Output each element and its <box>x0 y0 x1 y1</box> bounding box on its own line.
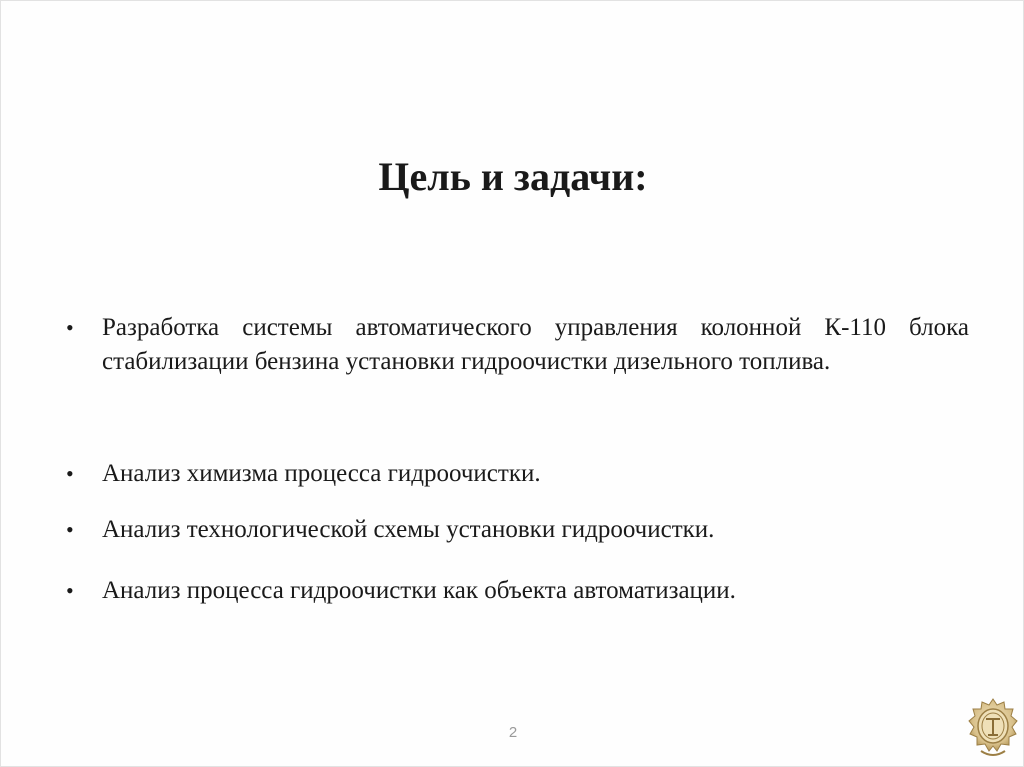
bullet-item <box>61 574 969 608</box>
page-number: 2 <box>508 724 518 741</box>
bullet-marker: • <box>66 315 74 340</box>
bullet-marker: • <box>66 517 74 542</box>
bullet-marker: • <box>66 461 74 486</box>
bullet-text: Разработка системы автоматического управления колонной К-110 блока стабилизации бензина установки гидроочистки дизельного топлива. <box>102 314 969 375</box>
slide-title: Цель и задачи: <box>378 154 648 199</box>
bullet-item <box>61 311 969 379</box>
bullet-marker: • <box>66 578 74 603</box>
bullet-text: Анализ технологической схемы установки гидроочистки. <box>102 516 715 543</box>
bullet-text: Анализ химизма процесса гидроочистки. <box>102 460 541 487</box>
bullet-text: Анализ процесса гидроочистки как объекта автоматизации. <box>102 577 736 604</box>
bullet-item <box>61 457 969 491</box>
university-emblem-icon <box>967 697 1019 761</box>
bullet-item <box>61 513 969 547</box>
